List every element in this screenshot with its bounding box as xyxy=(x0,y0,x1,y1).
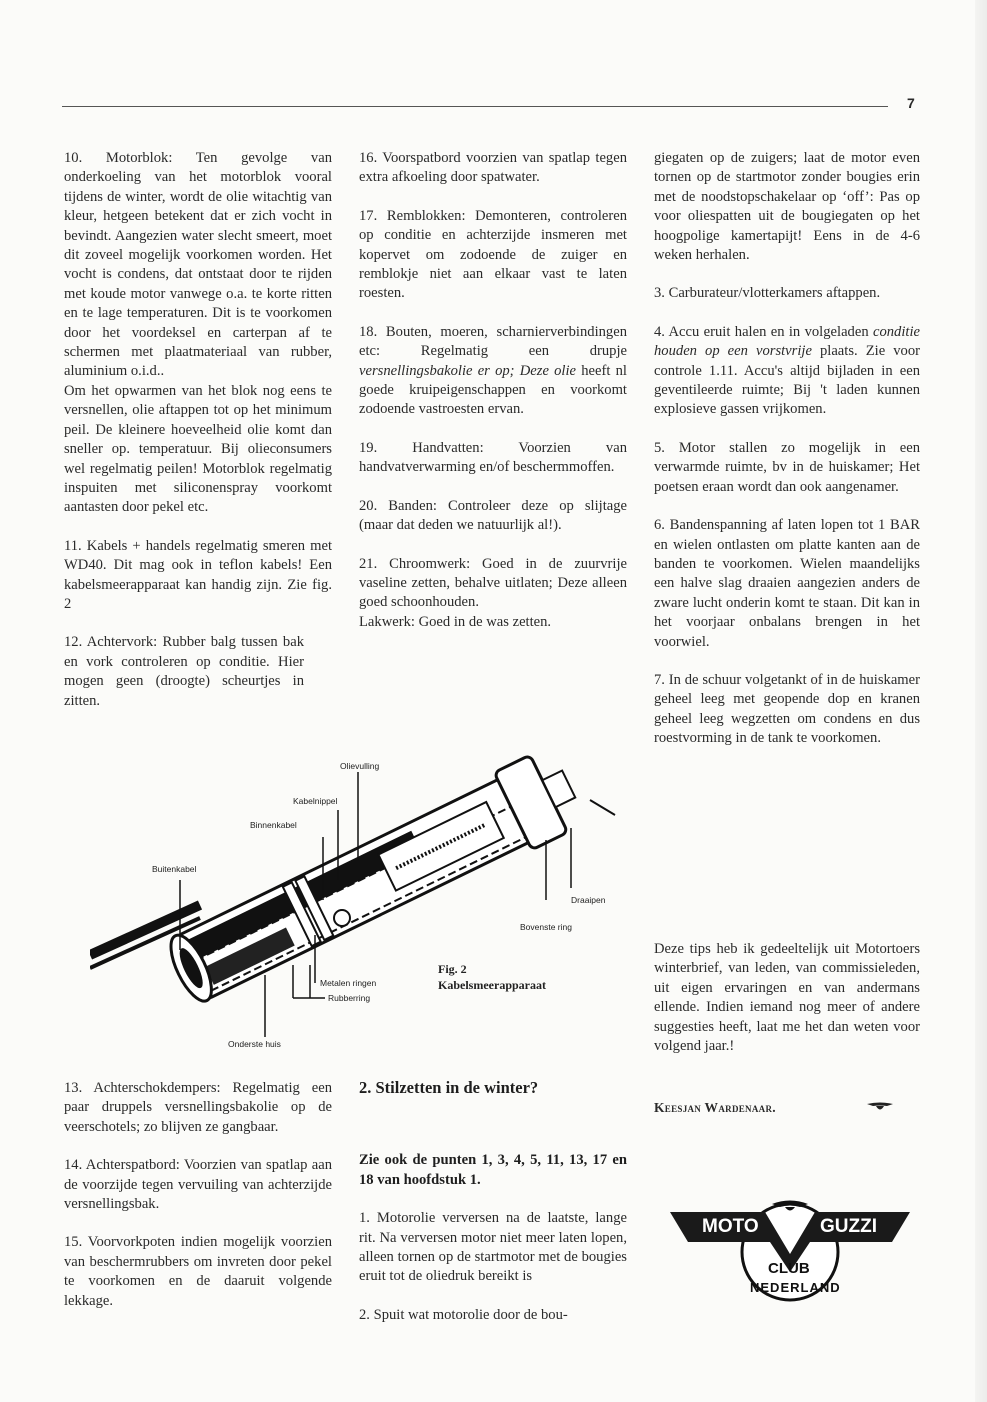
item-19: 19. Handvatten: Voorzien van handvatverwarming en/of beschermmoffen. xyxy=(359,439,627,476)
header-rule xyxy=(62,106,888,107)
label-rubberring: Rubberring xyxy=(328,993,371,1003)
item-4-text-b: plaats. Zie voor controle 1.11. Accu's altijd bijladen in een geventileerde ruimte; Bij 't laden kunnen explosieve gassen vrijkomen. xyxy=(654,343,920,418)
moto-guzzi-club-logo xyxy=(660,1192,920,1302)
figure-number: Fig. 2 xyxy=(438,962,467,976)
item-10-paragraph-1: 10. Motorblok: Ten gevolge van onderkoeling van het motorblok vooral tijdens de winter, wordt de olie witachtig van kleur, hetgeen betekent dat er zich vocht in bevindt. Aangezien water slecht smeert, moet dit zoveel mogelijk voorkomen worden. Het vocht is condens, dat ontstaat door te rijden met koude motor vanwege o.a. te korte ritten en te lage temperaturen. Dit is te voorkomen door het voordeksel en carterpan af te schermen met plaatmateriaal van rubber, aluminium o.i.d.. xyxy=(64,150,332,380)
logo-word-nederland: NEDERLAND xyxy=(750,1280,841,1295)
column-2-lower xyxy=(359,1078,627,1344)
label-binnenkabel: Binnenkabel xyxy=(250,820,297,830)
label-bovenste-ring: Bovenste ring xyxy=(520,922,572,932)
section-2-item-4 xyxy=(654,323,920,420)
signature: Keesjan Wardenaar. xyxy=(654,1100,776,1115)
label-olievulling: Olievulling xyxy=(340,761,380,771)
column-1-lower xyxy=(64,1079,332,1330)
column-1-upper xyxy=(64,149,332,730)
section-2-item-2-cont: giegaten op de zuigers; laat de motor even tornen op de startmotor zonder bougies erin met de noodstopschakelaar op ‘off’: Pas op voor oliespatten uit de bougiegaten op het hoogpolige kamertapijt! Eens in de 4-6 weken herhalen. xyxy=(654,150,920,264)
item-20: 20. Banden: Controleer deze op slijtage (maar dat deden we natuurlijk al!). xyxy=(359,497,627,534)
page-number: 7 xyxy=(907,95,915,111)
item-18-text-b: heeft nl goede kruipeigenschappen en voorkomt zodoende vastroesten ervan. xyxy=(359,362,627,418)
item-4-text-a: 4. Accu eruit halen en in volgeladen xyxy=(654,323,873,340)
item-16: 16. Voorspatbord voorzien van spatlap tegen extra afkoeling door spatwater. xyxy=(359,150,627,186)
section-2-item-6: 6. Bandenspanning af laten lopen tot 1 BAR en wielen ontlasten om platte kanten aan de banden te voorkomen. Wielen maandelijks een halve slag draaien aangezien anders de zware lucht onderin komt te staan. Dit kan in het voorjaar onbalans brengen in het voorwiel. xyxy=(654,517,920,650)
closing-paragraph: Deze tips heb ik gedeeltelijk uit Motortoers winterbrief, van leden, van commissieleden, uit eigen ervaringen en van andermans ellende. Indien iemand nog meer of andere suggesties heeft, laat me het dan weten voor volgend jaar.! xyxy=(654,941,920,1055)
figure-cable-lubricator xyxy=(90,740,620,1060)
item-21: 21. Chroomwerk: Goed in de zuurvrije vaseline zetten, behalve uitlaten; Deze alleen goed schoonhouden. xyxy=(359,555,627,611)
item-17: 17. Remblokken: Demonteren, controleren op conditie en achterzijde insmeren met kopervet om zodoende de zuiger en remblokje niet aan elkaar vast te laten roesten. xyxy=(359,207,627,302)
section-2-item-5: 5. Motor stallen zo mogelijk in een verwarmde ruimte, bv in de huiskamer; Het poetsen eraan wordt dan ook aangenamer. xyxy=(654,439,920,495)
logo-word-club: CLUB xyxy=(768,1260,810,1277)
label-draaipen: Draaipen xyxy=(571,895,606,905)
section-2-item-1: 1. Motorolie verversen na de laatste, lange rit. Na verversen motor niet meer laten lopen, alleen tornen op de startmotor met de bougies eruit tot de oliedruk bereikt is xyxy=(359,1210,627,1285)
section-2-subhead: Zie ook de punten 1, 3, 4, 5, 11, 13, 17 en 18 van hoofdstuk 1. xyxy=(359,1152,627,1188)
item-10-paragraph-2: Om het opwarmen van het blok nog eens te versnellen, olie aftappen tot op het minimum peil. De kleinere hoeveelheid olie komt dan sneller op. temperatuur. Bij olieconsumers wel regelmatig peilen! Motorblok regelmatig inspuiten met siliconenspray voorkomt aantasten door pekel etc. xyxy=(64,382,332,516)
section-2-item-2-start: 2. Spuit wat motorolie door de bou- xyxy=(359,1306,568,1323)
label-buitenkabel: Buitenkabel xyxy=(152,864,197,874)
label-kabelnippel: Kabelnippel xyxy=(293,796,338,806)
item-18 xyxy=(359,323,627,420)
column-3-lower xyxy=(654,940,920,1075)
logo-word-guzzi: GUZZI xyxy=(820,1216,877,1237)
item-21-lakwerk: Lakwerk: Goed in de was zetten. xyxy=(359,613,552,630)
page-edge xyxy=(975,0,987,1402)
logo-word-moto: MOTO xyxy=(702,1216,759,1237)
column-3-upper xyxy=(654,149,920,768)
item-12: 12. Achtervork: Rubber balg tussen bak en vork controleren op conditie. Hier mogen geen (droogte) scheurtjes in zitten. xyxy=(64,634,304,709)
section-2-item-3: 3. Carburateur/vlotterkamers aftappen. xyxy=(654,285,881,302)
item-11: 11. Kabels + handels regelmatig smeren met WD40. Dit mag ook in teflon kabels! Een kabelsmeerapparaat kan handig zijn. Zie fig. 2 xyxy=(64,537,332,612)
eagle-icon xyxy=(867,1101,893,1113)
figure-caption xyxy=(438,961,546,993)
item-4-italic: conditie houden op een vorstvrije xyxy=(654,323,920,360)
section-2-item-7: 7. In de schuur volgetankt of in de huiskamer geheel leeg met geopende dop en kranen geheel leeg wegzetten om condens en dus roestvorming in de tank te voorkomen. xyxy=(654,671,920,747)
item-15: 15. Voorvorkpoten indien mogelijk voorzien van beschermrubbers om invreten door pekel te voorkomen en de daaruit volgende lekkage. xyxy=(64,1234,332,1309)
label-metalen-ringen: Metalen ringen xyxy=(320,978,377,988)
column-2-upper xyxy=(359,149,627,651)
item-13: 13. Achterschokdempers: Regelmatig een paar druppels versnellingsbakolie op de veerschotels; zo blijven ze gangbaar. xyxy=(64,1080,332,1135)
item-14: 14. Achterspatbord: Voorzien van spatlap aan de voorzijde tegen vervuiling van achterzijde versnellingsbak. xyxy=(64,1157,332,1213)
item-18-text-a: 18. Bouten, moeren, scharnierverbindingen etc: Regelmatig een drupje xyxy=(359,323,627,360)
cable-lubricator-drawing xyxy=(90,740,620,1060)
section-2-title: 2. Stilzetten in de winter? xyxy=(359,1078,539,1097)
item-18-italic: versnellingsbakolie er op; Deze olie xyxy=(359,362,577,379)
figure-title: Kabelsmeerapparaat xyxy=(438,978,546,992)
label-onderste-huis: Onderste huis xyxy=(228,1039,281,1049)
